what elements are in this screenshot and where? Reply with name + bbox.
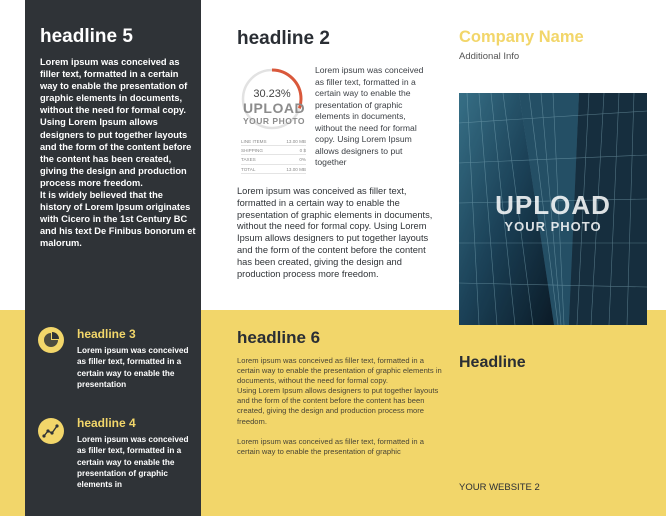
table-label: LINE ITEMS bbox=[241, 139, 267, 144]
photo-your-photo-label[interactable]: YOUR PHOTO bbox=[504, 219, 602, 234]
additional-info: Additional Info bbox=[459, 51, 520, 62]
table-row bbox=[241, 165, 306, 174]
headline: Headline bbox=[459, 354, 526, 371]
table-row bbox=[241, 155, 306, 164]
table-label: TOTAL bbox=[241, 166, 256, 172]
headline-5: headline 5 bbox=[40, 26, 133, 47]
table-value: 13.00 MB bbox=[286, 139, 306, 144]
your-photo-placeholder-label[interactable]: YOUR PHOTO bbox=[243, 116, 305, 126]
pie-chart-icon bbox=[38, 327, 64, 353]
table-value: 0 $ bbox=[299, 148, 306, 154]
headline-6: headline 6 bbox=[237, 328, 321, 347]
photo-upload-label[interactable]: UPLOAD bbox=[495, 190, 611, 220]
headline-2-body: Lorem ipsum was conceived as filler text, formatted in a certain way to enable the presentation of graphic elements in documents, without the need for formal copy. Using Lorem Ipsum allows designers to put together layouts and the form of the content before the content has been created, giving the design and production process more freedom. bbox=[237, 186, 433, 279]
table-label: SHIPPING bbox=[241, 148, 263, 154]
headline-3-text: Lorem ipsum was conceived as filler text, formatted in a certain way to enable the presentation bbox=[77, 346, 189, 389]
line-chart-icon bbox=[38, 418, 64, 444]
headline-5-paragraph: Lorem ipsum was conceived as filler text, formatted in a certain way to enable the presentation of graphic elements in documents, without the need for formal copy. Using Lorem Ipsum allows designers to put together layouts and the form of the content before the content has been created, giving the design and production process more freedom. It is widely believed that the history of Lorem Ipsum originates with Cicero in the 1st Century BC and his text De Finibus bonorum et malorum. bbox=[40, 57, 196, 249]
company-name: Company Name bbox=[459, 28, 584, 46]
table-value: 0% bbox=[299, 157, 306, 163]
upload-placeholder-label[interactable]: UPLOAD bbox=[242, 100, 306, 116]
headline-4: headline 4 bbox=[77, 416, 136, 430]
gauge-percent: 30.23% bbox=[253, 88, 291, 100]
website-text[interactable]: YOUR WEBSITE 2 bbox=[459, 482, 540, 493]
headline-2: headline 2 bbox=[237, 28, 330, 49]
table-row bbox=[241, 146, 306, 155]
table-value: 13.00 MB bbox=[286, 166, 306, 172]
summary-table bbox=[241, 137, 306, 174]
gauge-side-text: Lorem ipsum was conceived as filler text, formatted in a certain way to enable the presentation of graphic elements in documents, without the need for formal copy. Using Lorem Ipsum allows designers to put together bbox=[315, 65, 424, 167]
headline-3: headline 3 bbox=[77, 327, 136, 341]
headline-6-body: Lorem ipsum was conceived as filler text, formatted in a certain way to enable the presentation of graphic elements in documents, without the need for formal copy. Using Lorem Ipsum allows designers to put together layouts and the form of the content before the content has been created, giving the design and production process more freedom. Lorem ipsum was conceived as filler text, formatted in a certain way to enable the presentation of graphic bbox=[237, 356, 442, 456]
table-label: TAXES bbox=[241, 157, 256, 163]
headline-4-text: Lorem ipsum was conceived as filler text, formatted in a certain way to enable the presentation of graphic elements in bbox=[77, 435, 189, 490]
table-row bbox=[241, 137, 306, 146]
